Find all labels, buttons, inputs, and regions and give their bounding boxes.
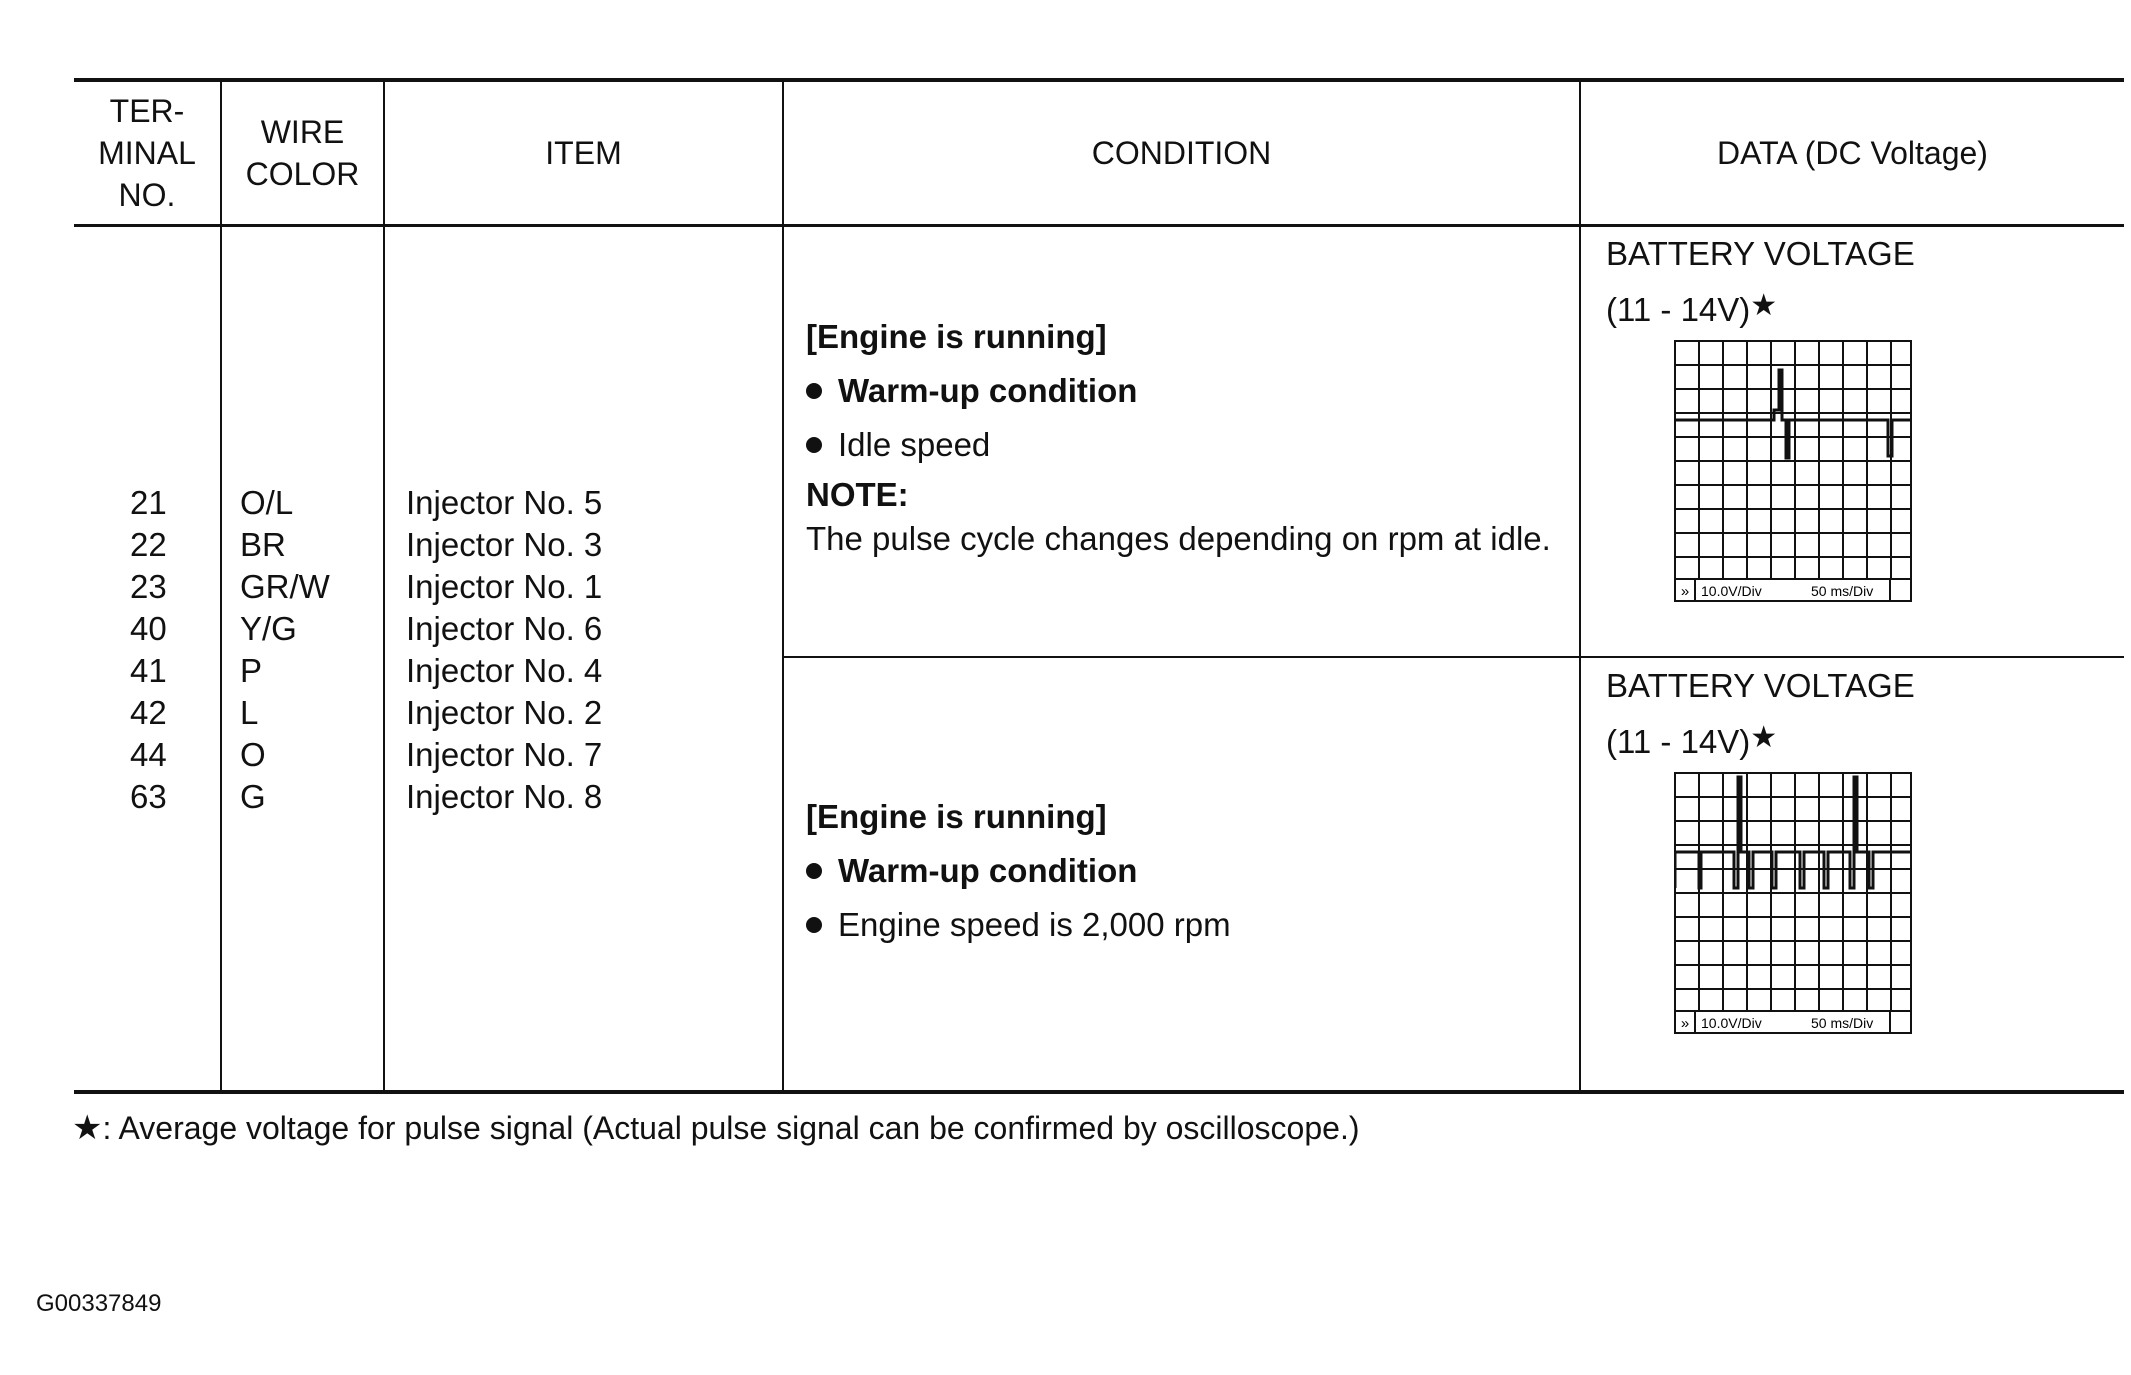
column-rule-3: [782, 80, 784, 1092]
header-terminal-line-1: TER-: [109, 93, 185, 129]
injector-item: Injector No. 5: [406, 484, 603, 521]
injector-item: Injector No. 1: [406, 568, 603, 605]
wire-color: O/L: [240, 484, 294, 521]
terminal-number: 23: [130, 568, 167, 605]
injector-item: Injector No. 2: [406, 694, 603, 731]
wire-color: O: [240, 736, 266, 773]
terminal-number: 21: [130, 484, 167, 521]
terminal-number: 40: [130, 610, 167, 647]
header-terminal-line-2: MINAL: [98, 135, 196, 171]
wire-color: L: [240, 694, 259, 731]
terminal-number: 22: [130, 526, 167, 563]
scope-volts-per-div: 10.0V/Div: [1701, 1015, 1762, 1031]
data-block-idle: [1606, 228, 1915, 336]
condition-bullet-text: Warm-up condition: [838, 852, 1138, 889]
star-icon: ★: [1750, 289, 1778, 322]
condition-heading: [Engine is running]: [806, 318, 1107, 355]
header-wire-line-1: WIRE: [260, 114, 345, 150]
wire-color: BR: [240, 526, 286, 563]
footnote-text: : Average voltage for pulse signal (Actual pulse signal can be confirmed by oscilloscope.): [102, 1110, 1360, 1146]
scope-volts-per-div: 10.0V/Div: [1701, 583, 1762, 599]
note-text: The pulse cycle changes depending on rpm at idle.: [806, 520, 1551, 557]
item-list: [406, 482, 602, 818]
wire-color: GR/W: [240, 568, 330, 605]
terminal-number: 42: [130, 694, 167, 731]
header-terminal-no: [74, 82, 220, 224]
terminal-number: 44: [130, 736, 167, 773]
injector-item: Injector No. 6: [406, 610, 603, 647]
header-wire-line-2: COLOR: [245, 156, 360, 192]
wire-color: G: [240, 778, 266, 815]
header-data: [1581, 82, 2124, 224]
star-icon: ★: [1750, 721, 1778, 754]
footnote: [72, 1108, 1359, 1148]
injector-item: Injector No. 7: [406, 736, 603, 773]
voltage-range: [1606, 280, 1915, 336]
scope-arrow-icon: »: [1680, 583, 1690, 600]
terminal-number: 41: [130, 652, 167, 689]
condition-bullet: [806, 898, 1231, 952]
document-id: G00337849: [36, 1290, 162, 1317]
column-rule-2: [383, 80, 385, 1092]
waveform-trace: [1675, 777, 1911, 888]
header-terminal-line-3: NO.: [118, 177, 176, 213]
condition-bullet-text: Warm-up condition: [838, 372, 1138, 409]
wire-color: P: [240, 652, 263, 689]
oscilloscope-waveform-2000rpm: [1674, 772, 1914, 1034]
condition-heading: [Engine is running]: [806, 798, 1107, 835]
scope-time-per-div: 50 ms/Div: [1811, 583, 1874, 599]
header-data-label: DATA (DC Voltage): [1717, 135, 1988, 171]
condition-bullet: [806, 364, 1551, 418]
condition-bullet: [806, 418, 1551, 472]
bullet-dot-icon: [806, 437, 822, 453]
injector-item: Injector No. 3: [406, 526, 603, 563]
header-item: [385, 82, 782, 224]
note-label: NOTE:: [806, 476, 909, 513]
scope-time-per-div: 50 ms/Div: [1811, 1015, 1874, 1031]
header-condition-label: CONDITION: [1091, 135, 1272, 171]
injector-item: Injector No. 8: [406, 778, 603, 815]
data-block-2000rpm: [1606, 660, 1915, 768]
wire-color: Y/G: [240, 610, 297, 647]
bullet-dot-icon: [806, 863, 822, 879]
condition-bullet-text: Idle speed: [838, 426, 991, 463]
scope-status-bar: [1675, 579, 1911, 601]
column-rule-4: [1579, 80, 1581, 1092]
scope-status-bar: [1675, 1011, 1911, 1033]
condition-block-idle: [806, 310, 1551, 560]
voltage-range-text: (11 - 14V): [1606, 291, 1751, 328]
column-rule-1: [220, 80, 222, 1092]
condition-bullet-text: Engine speed is 2,000 rpm: [838, 906, 1231, 943]
header-wire-color: [222, 82, 383, 224]
terminal-number: 63: [130, 778, 167, 815]
battery-voltage-label: BATTERY VOLTAGE: [1606, 235, 1915, 272]
battery-voltage-label: BATTERY VOLTAGE: [1606, 667, 1915, 704]
oscilloscope-waveform-idle: [1674, 340, 1914, 602]
bullet-dot-icon: [806, 383, 822, 399]
terminal-number-list: [130, 482, 167, 818]
bullet-dot-icon: [806, 917, 822, 933]
condition-divider-rule: [782, 656, 2124, 658]
wire-color-list: [240, 482, 330, 818]
voltage-range-text: (11 - 14V): [1606, 723, 1751, 760]
scope-arrow-icon: »: [1680, 1015, 1690, 1032]
condition-block-2000rpm: [806, 790, 1231, 952]
injector-item: Injector No. 4: [406, 652, 603, 689]
header-condition: [784, 82, 1579, 224]
condition-bullet: [806, 844, 1231, 898]
footnote-star-icon: ★: [72, 1109, 103, 1147]
header-item-label: ITEM: [545, 135, 622, 171]
table-bottom-rule: [74, 1090, 2124, 1094]
header-bottom-rule: [74, 224, 2124, 227]
voltage-range: [1606, 712, 1915, 768]
